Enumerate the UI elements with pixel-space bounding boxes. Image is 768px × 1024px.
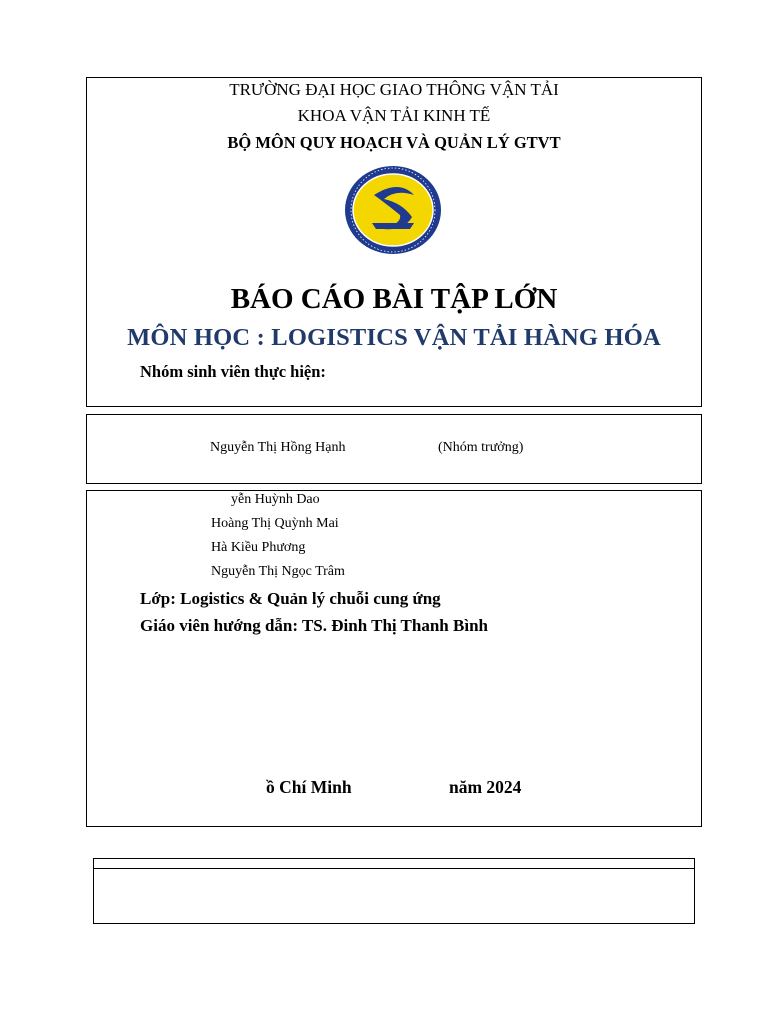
class-line: Lớp: Logistics & Quản lý chuỗi cung ứng — [140, 589, 441, 608]
members-box — [86, 490, 702, 827]
department-name: BỘ MÔN QUY HOẠCH VÀ QUẢN LÝ GTVT — [227, 133, 561, 152]
member-item: Hoàng Thị Quỳnh Mai — [211, 516, 339, 531]
leader-role: (Nhóm trưởng) — [438, 440, 524, 455]
subject-title: MÔN HỌC : LOGISTICS VẬN TẢI HÀNG HÓA — [127, 324, 661, 351]
member-item: yễn Huỳnh Dao — [231, 492, 320, 507]
faculty-name: KHOA VẬN TẢI KINH TẾ — [297, 106, 491, 125]
footer-city: ồ Chí Minh — [266, 777, 352, 797]
teacher-line: Giáo viên hướng dẫn: TS. Đinh Thị Thanh Bình — [140, 616, 488, 635]
report-title: BÁO CÁO BÀI TẬP LỚN — [230, 283, 558, 315]
leader-box — [86, 414, 702, 484]
member-item: Nguyễn Thị Ngọc Trâm — [211, 564, 345, 579]
leader-name: Nguyễn Thị Hồng Hạnh — [210, 440, 346, 455]
university-name: TRƯỜNG ĐẠI HỌC GIAO THÔNG VẬN TẢI — [229, 80, 559, 99]
footer-year: năm 2024 — [449, 777, 522, 797]
university-seal-logo-icon — [344, 165, 442, 255]
member-item: Hà Kiều Phương — [211, 540, 306, 555]
footer-box-divider — [94, 868, 694, 869]
empty-footer-box — [93, 858, 695, 924]
group-label: Nhóm sinh viên thực hiện: — [140, 362, 326, 381]
